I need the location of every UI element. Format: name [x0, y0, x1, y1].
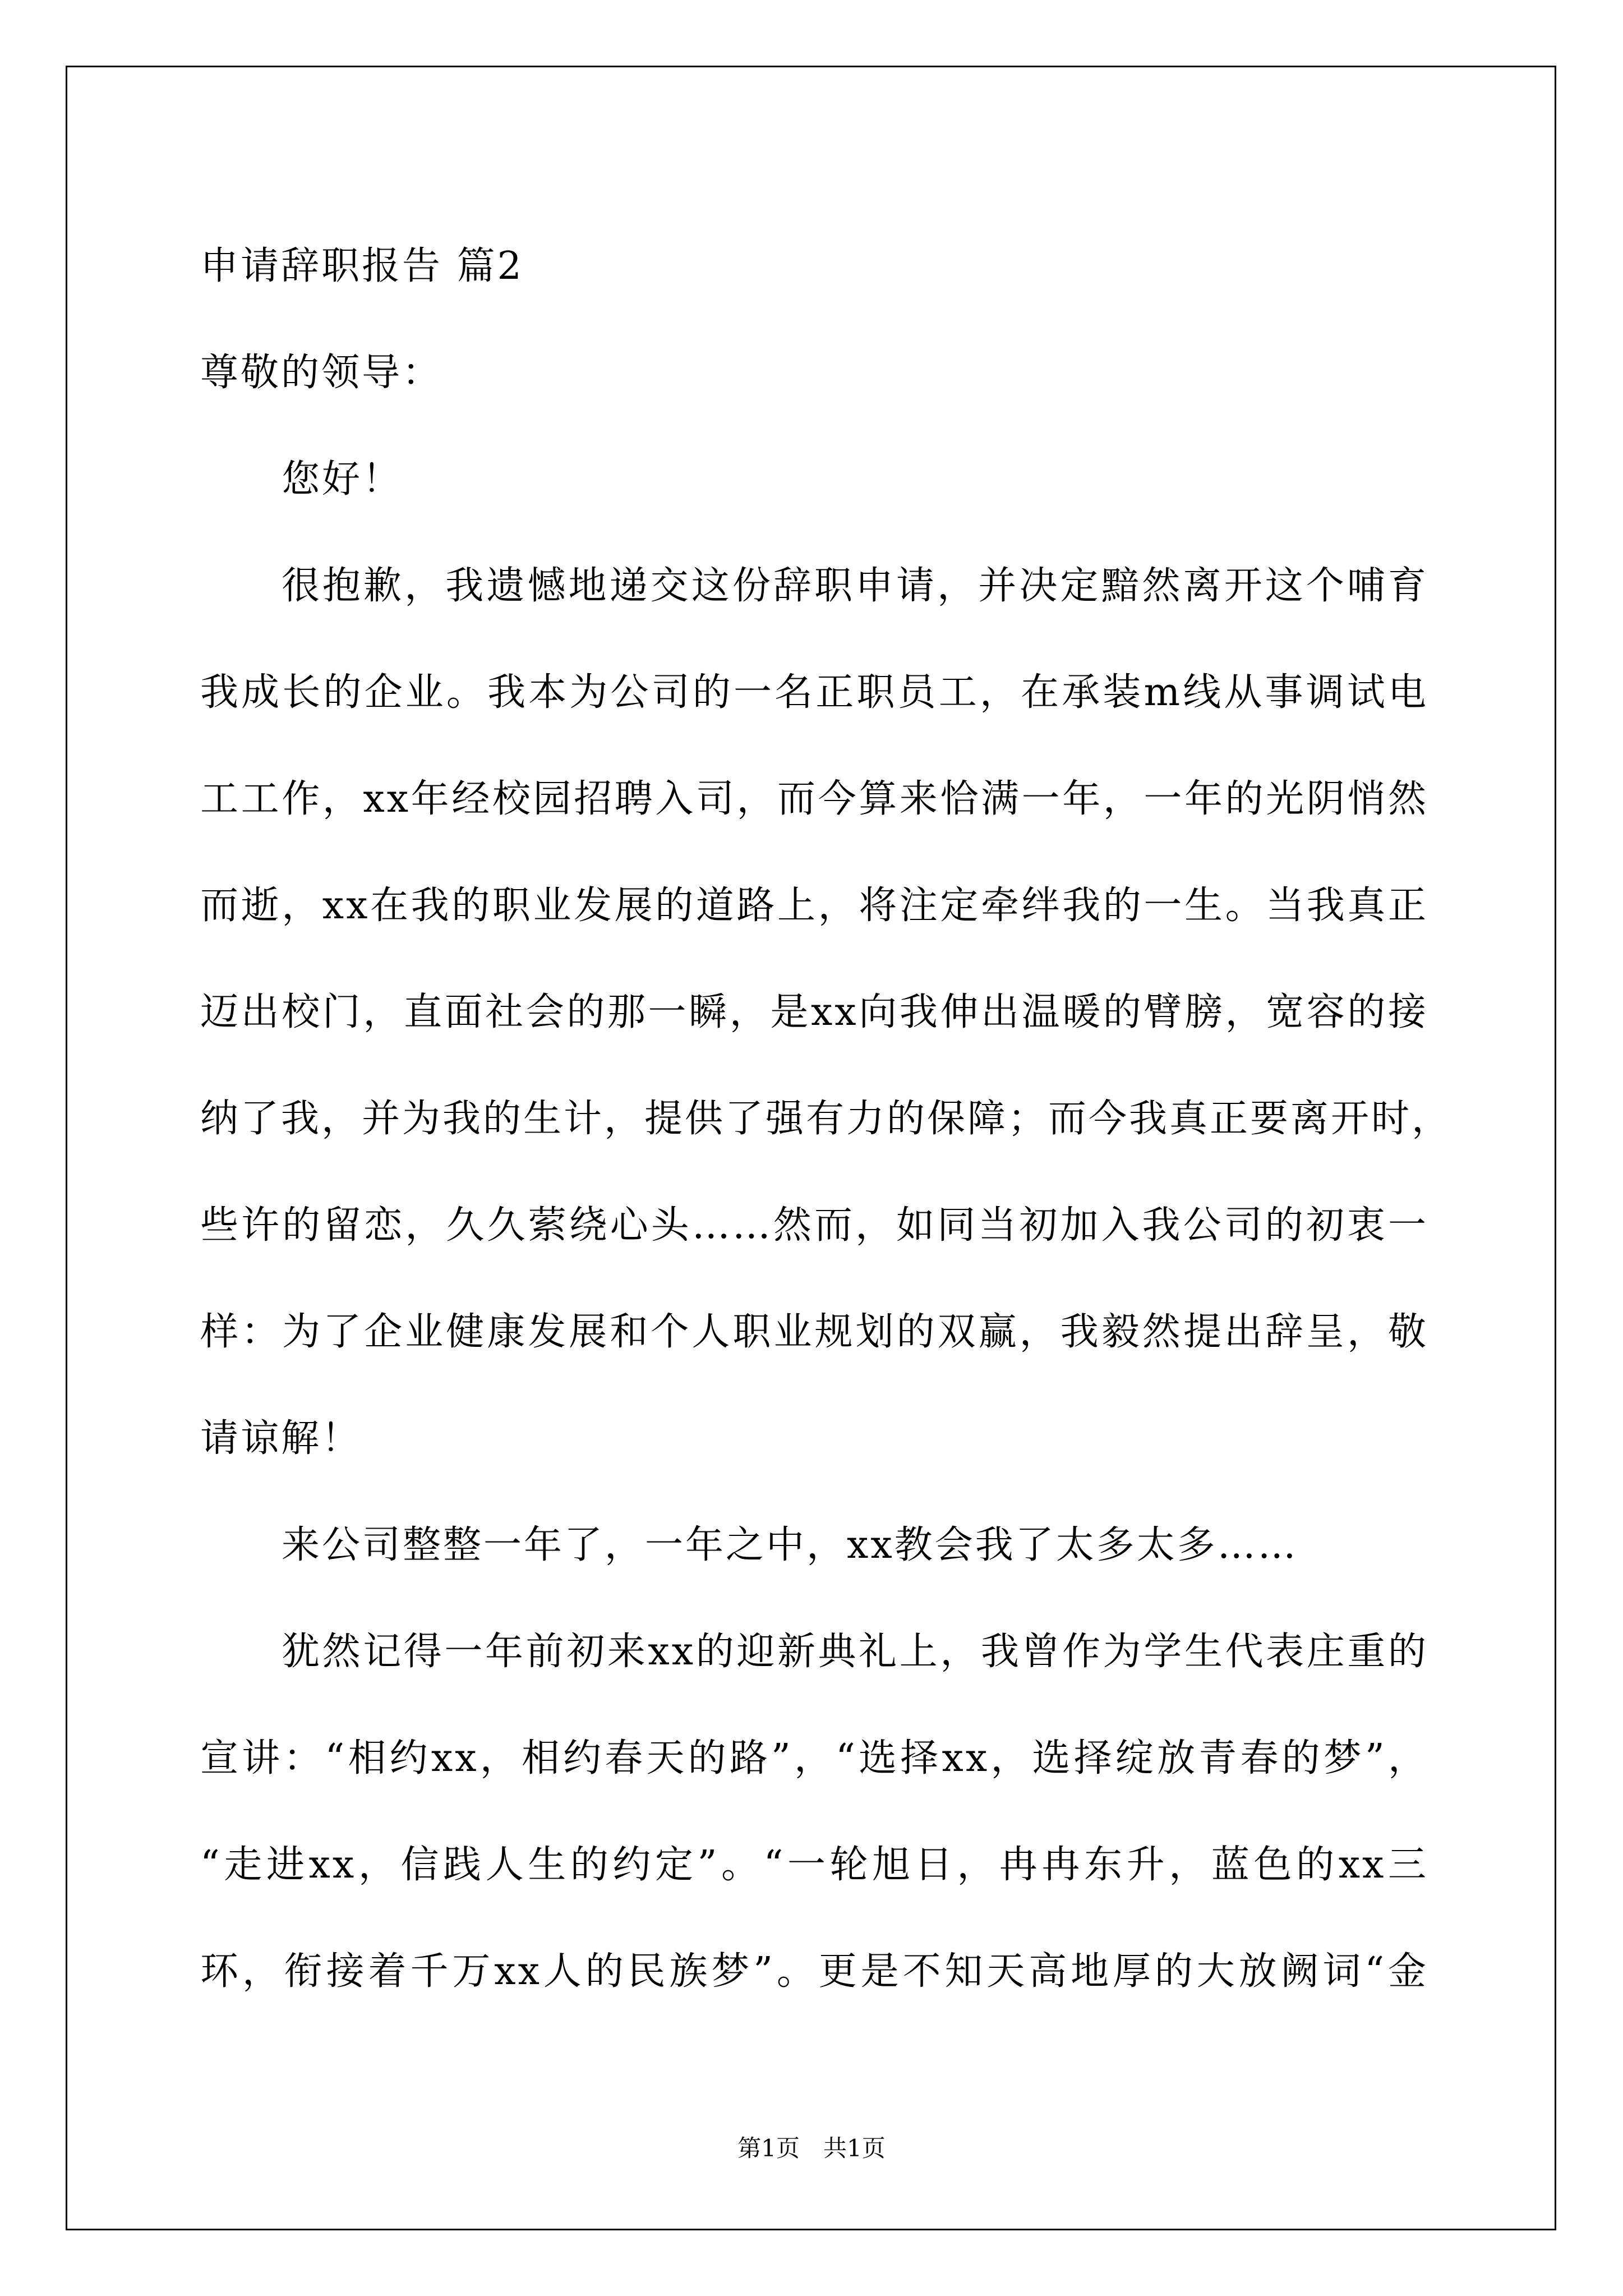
paragraph-line: 而逝，xx在我的职业发展的道路上，将注定牵绊我的一生。当我真正 — [200, 884, 1428, 928]
paragraph-line: “走进xx，信践人生的约定”。“一轮旭日，冉冉东升，蓝色的xx三 — [200, 1843, 1428, 1887]
paragraph-line: 很抱歉，我遗憾地递交这份辞职申请，并决定黯然离开这个哺育 — [282, 564, 1428, 608]
document-body — [200, 213, 1453, 2025]
paragraph-line: 工工作，xx年经校园招聘入司，而今算来恰满一年，一年的光阴悄然 — [200, 777, 1428, 821]
paragraph-line: 环，衔接着千万xx人的民族梦”。更是不知天高地厚的大放阙词“金 — [200, 1949, 1428, 1994]
paragraph-line: 来公司整整一年了，一年之中，xx教会我了太多太多…… — [282, 1523, 1298, 1567]
paragraph-line: 请谅解！ — [200, 1416, 362, 1461]
paragraph-line: 纳了我，并为我的生计，提供了强有力的保障；而今我真正要离开时， — [200, 1097, 1453, 1141]
paragraph-line: 我成长的企业。我本为公司的一名正职员工，在承装m线从事调试电 — [200, 670, 1428, 715]
paragraph-line: 犹然记得一年前初来xx的迎新典礼上，我曾作为学生代表庄重的 — [282, 1630, 1428, 1674]
page-number-footer: 第1页 共1页 — [737, 2134, 886, 2162]
paragraph-line: 些许的留恋，久久萦绕心头……然而，如同当初加入我公司的初衷一 — [200, 1203, 1428, 1248]
document-title: 申请辞职报告 篇2 — [200, 244, 524, 288]
paragraph-line: 宣讲：“相约xx，相约春天的路”，“选择xx，选择绽放青春的梦”， — [200, 1736, 1428, 1780]
salutation: 尊敬的领导： — [200, 351, 443, 395]
greeting: 您好！ — [282, 457, 403, 501]
paragraph-line: 样：为了企业健康发展和个人职业规划的双赢，我毅然提出辞呈，敬 — [200, 1310, 1428, 1354]
paragraph-line: 迈出校门，直面社会的那一瞬，是xx向我伸出温暖的臂膀，宽容的接 — [200, 990, 1428, 1034]
